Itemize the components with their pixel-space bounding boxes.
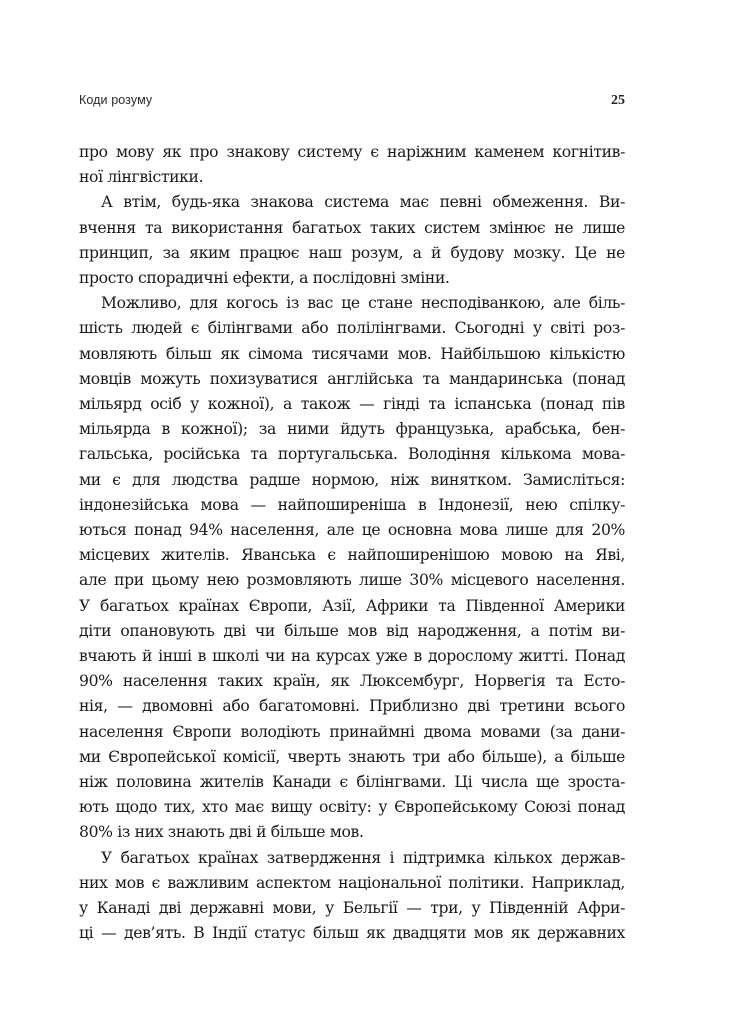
text-line: гальська, російська та португальська. Володіння кількома мова- xyxy=(79,445,625,464)
text-line: про мову як про знакову систему є наріжним каменем когнітив- xyxy=(79,143,625,161)
text-line: просто спорадичні ефекти, а послідовні зміни. xyxy=(79,269,450,288)
text-line: місцевих жителів. Яванська є найпоширенішою мовою на Яві, xyxy=(79,546,625,565)
text-line: у Канаді дві державні мови, у Бельгії — три, у Південній Афри- xyxy=(79,899,625,918)
text-line: ної лінгвістики. xyxy=(79,168,204,187)
running-head: Коди розуму xyxy=(79,93,153,107)
text-line: ються понад 94% населення, але це основна мова лише для 20% xyxy=(79,521,625,540)
text-line: У багатьох країнах затвердження і підтримка кількох держав- xyxy=(101,848,625,867)
text-line: принцип, за яким працює наш розум, а й будову мозку. Це не xyxy=(79,243,625,262)
text-line: але при цьому нею розмовляють лише 30% місцевого населення. xyxy=(79,571,625,590)
text-line: вчення та використання багатьох таких систем змінює не лише xyxy=(79,218,625,237)
page-number: 25 xyxy=(611,93,625,108)
text-line: діти опановують дві чи більше мов від народження, а потім ви- xyxy=(79,621,625,640)
text-line: ніж половина жителів Канади є білінгвами. Ці числа ще зроста- xyxy=(79,773,625,792)
text-line: шість людей є білінгвами або полілінгвами. Сьогодні у світі роз- xyxy=(79,319,625,338)
text-line: ці — дев’ять. В Індії статус більш як двадцяти мов як державних xyxy=(79,924,625,943)
text-line: населення Європи володіють принаймні двома мовами (за дани- xyxy=(79,722,625,741)
text-line: А втім, будь-яка знакова система має певні обмеження. Ви- xyxy=(101,193,625,212)
text-line: 90% населення таких країн, як Люксембург, Норвегія та Есто- xyxy=(79,672,625,691)
text-line: мовляють більш як сімома тисячами мов. Найбільшою кількістю xyxy=(79,344,625,363)
text-line: ми є для людства радше нормою, ніж винятком. Замисліться: xyxy=(79,470,625,489)
text-line: ють щодо тих, хто має вищу освіту: у Європейському Союзі понад xyxy=(79,798,625,817)
text-line: Можливо, для когось із вас це стане несподіванкою, але біль- xyxy=(101,294,625,313)
text-line: мільярда в кожної); за ними йдуть французька, арабська, бен- xyxy=(79,420,625,439)
body-text xyxy=(79,140,625,947)
text-line: ми Європейської комісії, чверть знають три або більше), а більше xyxy=(79,747,625,766)
text-line: У багатьох країнах Європи, Азії, Африки та Південної Америки xyxy=(79,596,625,615)
text-line: нія, — двомовні або багатомовні. Приблизно дві третини всього xyxy=(79,697,625,716)
text-line: 80% із них знають дві й більше мов. xyxy=(79,823,364,842)
text-line: мовців можуть похизуватися англійська та мандаринська (понад xyxy=(79,369,625,388)
text-line: вчають й інші в школі чи на курсах уже в дорослому житті. Понад xyxy=(79,647,625,666)
text-line: них мов є важливим аспектом національної політики. Наприклад, xyxy=(79,873,625,892)
text-line: мільярд осіб у кожної), а також — гінді та іспанська (понад пів xyxy=(79,395,625,414)
text-line: індонезійська мова — найпоширеніша в Індонезії, нею спілку- xyxy=(79,495,625,514)
